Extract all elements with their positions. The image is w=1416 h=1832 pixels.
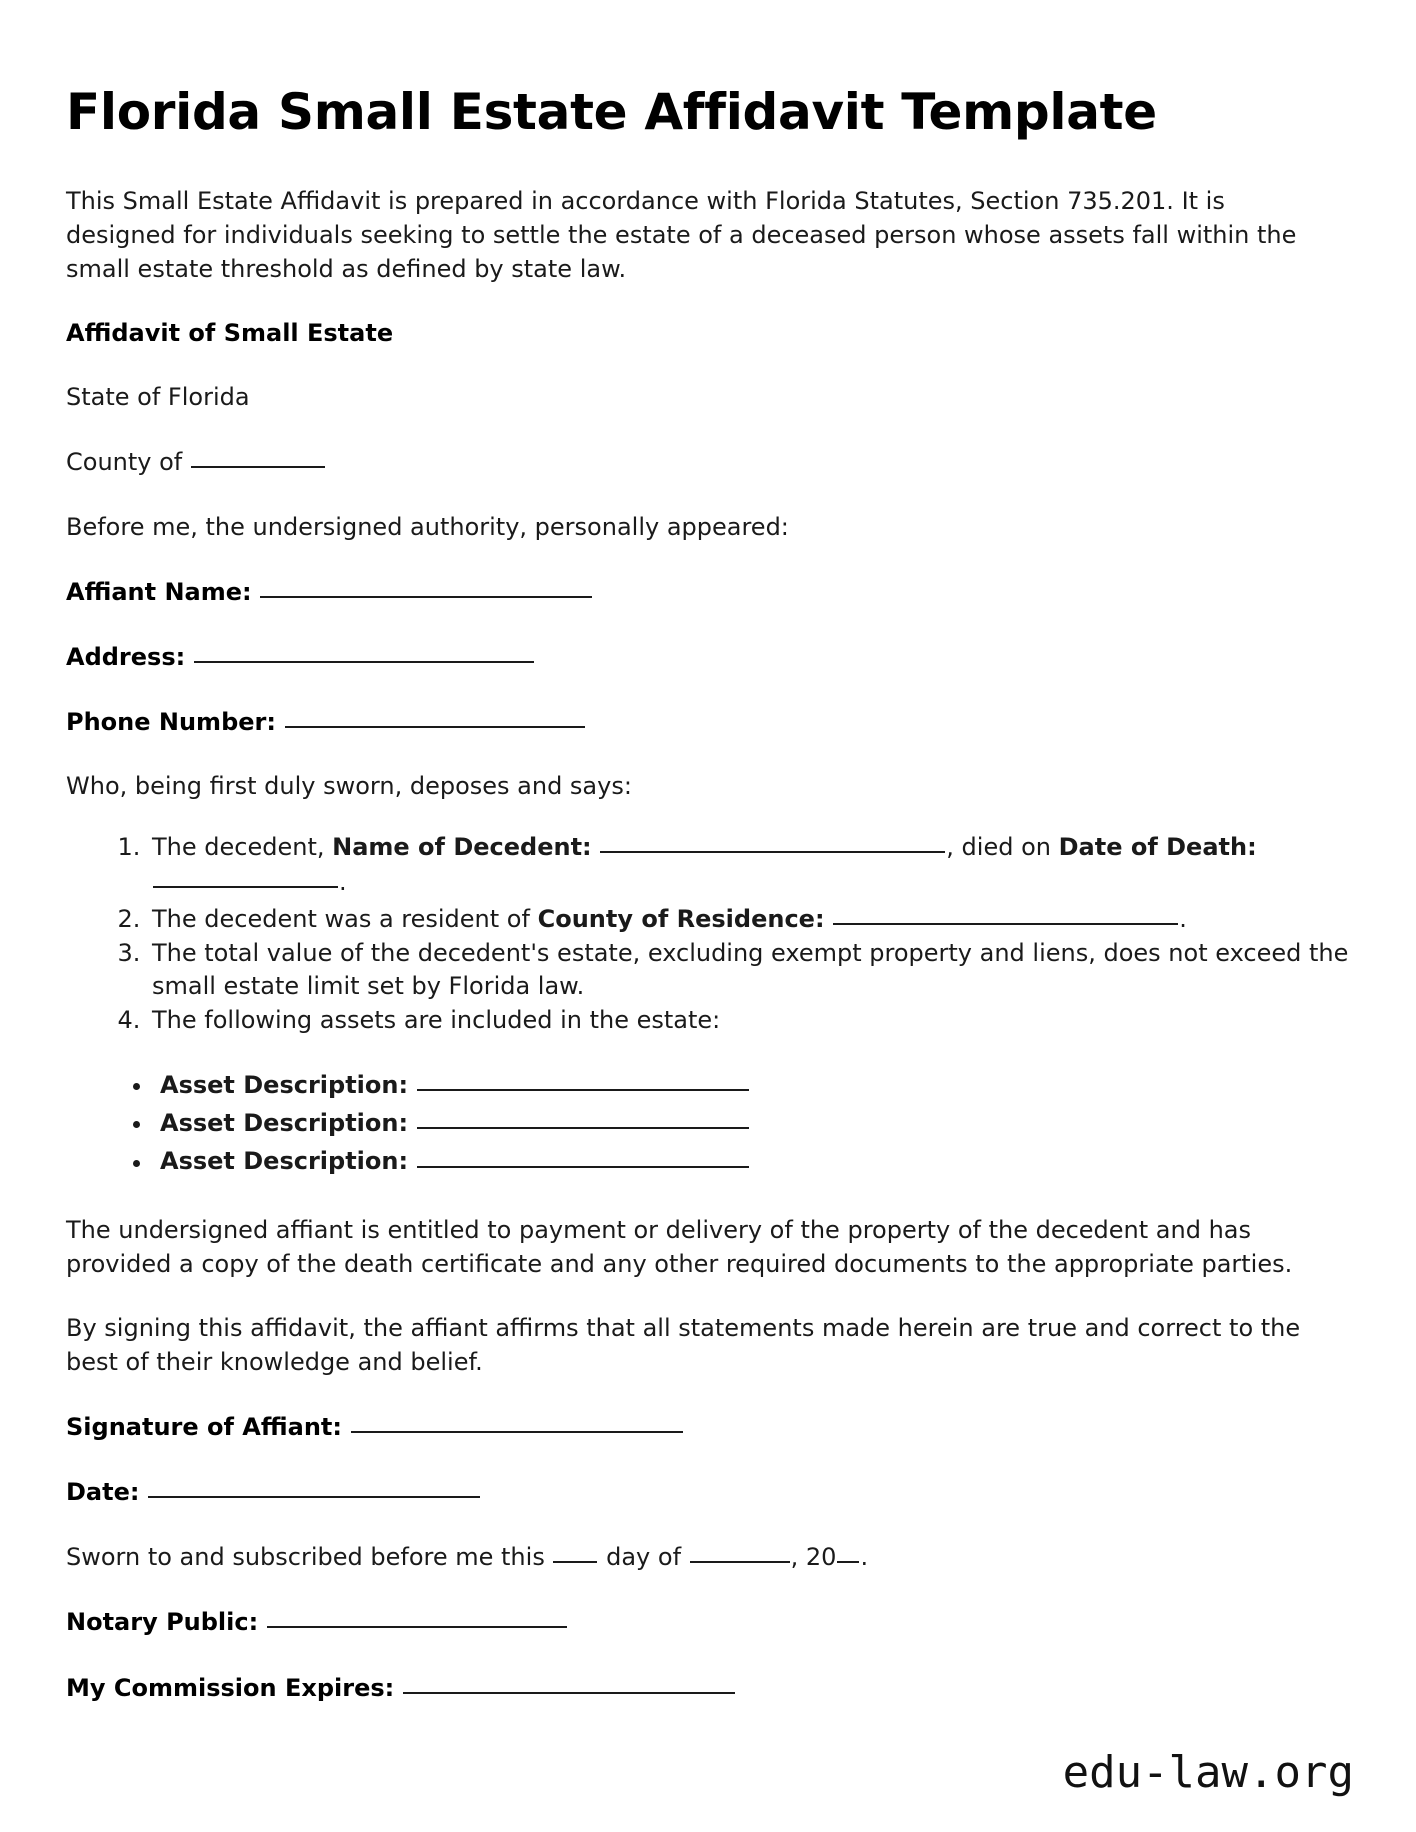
county-blank[interactable] [191, 444, 325, 468]
asset-2-blank[interactable] [417, 1105, 749, 1129]
date-of-death-blank[interactable] [153, 864, 338, 888]
address-field [66, 639, 1350, 674]
asset-description-list [66, 1067, 1350, 1179]
phone-field [66, 704, 1350, 739]
sworn-month-blank[interactable] [690, 1539, 790, 1563]
sworn-pre-text: Sworn to and subscribed before me this [66, 1543, 545, 1572]
date-label: Date: [66, 1478, 140, 1507]
asset-1-blank[interactable] [417, 1067, 749, 1091]
sworn-statement-line [66, 1539, 1350, 1574]
item1-date-of-death-label: Date of Death: [1058, 833, 1257, 862]
affiant-name-blank[interactable] [260, 574, 592, 598]
state-line: State of Florida [66, 383, 250, 412]
notary-public-label: Notary Public: [66, 1608, 259, 1637]
asset-3-label: Asset Description: [160, 1147, 409, 1176]
sworn-end-text: . [860, 1543, 869, 1572]
phone-label: Phone Number: [66, 708, 276, 737]
affirmation-paragraph: By signing this affidavit, the affiant affirms that all statements made herein are true and correct to the best of their knowledge and belief. [66, 1313, 1301, 1376]
county-of-residence-blank[interactable] [833, 901, 1178, 925]
county-field [66, 444, 1350, 479]
signature-label: Signature of Affiant: [66, 1413, 342, 1442]
list-item-asset-3 [154, 1143, 1350, 1178]
asset-1-label: Asset Description: [160, 1071, 409, 1100]
item1-name-of-decedent-label: Name of Decedent: [332, 833, 592, 862]
affiant-name-field [66, 574, 1350, 609]
item1-end-text: . [339, 868, 347, 897]
item2-end-text: . [1179, 904, 1187, 933]
list-item-assets-intro: 4. The following assets are included in the estate: [148, 1004, 1350, 1037]
asset-3-blank[interactable] [417, 1143, 749, 1167]
asset-2-label: Asset Description: [160, 1109, 409, 1138]
deposes-line: Who, being first duly sworn, deposes and says: [66, 772, 632, 801]
notary-public-blank[interactable] [267, 1604, 567, 1628]
address-blank[interactable] [194, 639, 534, 663]
sworn-mid-text: day of [606, 1543, 682, 1572]
date-blank[interactable] [148, 1474, 480, 1498]
before-me-line: Before me, the undersigned authority, personally appeared: [66, 512, 789, 541]
list-item-decedent-name [148, 829, 1350, 899]
list-item-county-residence [148, 901, 1350, 936]
list-item-asset-1 [154, 1067, 1350, 1102]
sworn-year-text: , 20 [790, 1543, 837, 1572]
phone-blank[interactable] [285, 704, 585, 728]
page-title: Florida Small Estate Affidavit Template [66, 83, 1157, 141]
item2-county-of-residence-label: County of Residence: [537, 904, 825, 933]
notary-public-field [66, 1604, 1350, 1639]
address-label: Address: [66, 642, 186, 671]
affidavit-statements-list [66, 829, 1350, 1037]
footer-brand-watermark: edu-law.org [1062, 1747, 1354, 1798]
commission-expires-field [66, 1670, 1350, 1705]
name-of-decedent-blank[interactable] [600, 829, 945, 853]
section-heading-affidavit: Affidavit of Small Estate [66, 319, 394, 348]
signature-field [66, 1409, 1350, 1444]
date-field [66, 1474, 1350, 1509]
item1-pre-text: The decedent, [152, 833, 325, 862]
sworn-day-blank[interactable] [553, 1539, 597, 1563]
commission-expires-label: My Commission Expires: [66, 1673, 395, 1702]
signature-blank[interactable] [351, 1409, 683, 1433]
intro-paragraph: This Small Estate Affidavit is prepared in accordance with Florida Statutes, Section 735.201. It is designed for individuals seeking to settle the estate of a deceased person whose assets fall within the small estate threshold as defined by state law. [66, 187, 1297, 284]
county-label: County of [66, 448, 183, 477]
list-item-asset-2 [154, 1105, 1350, 1140]
list-item-total-value: 3. The total value of the decedent's estate, excluding exempt property and liens, does not exceed the small estate limit set by Florida law. [148, 937, 1350, 1003]
commission-expires-blank[interactable] [403, 1670, 735, 1694]
item1-mid-text: , died on [946, 833, 1051, 862]
entitlement-paragraph: The undersigned affiant is entitled to payment or delivery of the property of the decedent and has provided a copy of the death certificate and any other required documents to the appropriate parties. [66, 1215, 1293, 1278]
sworn-year-blank[interactable] [837, 1539, 859, 1563]
item2-pre-text: The decedent was a resident of [152, 904, 530, 933]
affiant-name-label: Affiant Name: [66, 577, 252, 606]
